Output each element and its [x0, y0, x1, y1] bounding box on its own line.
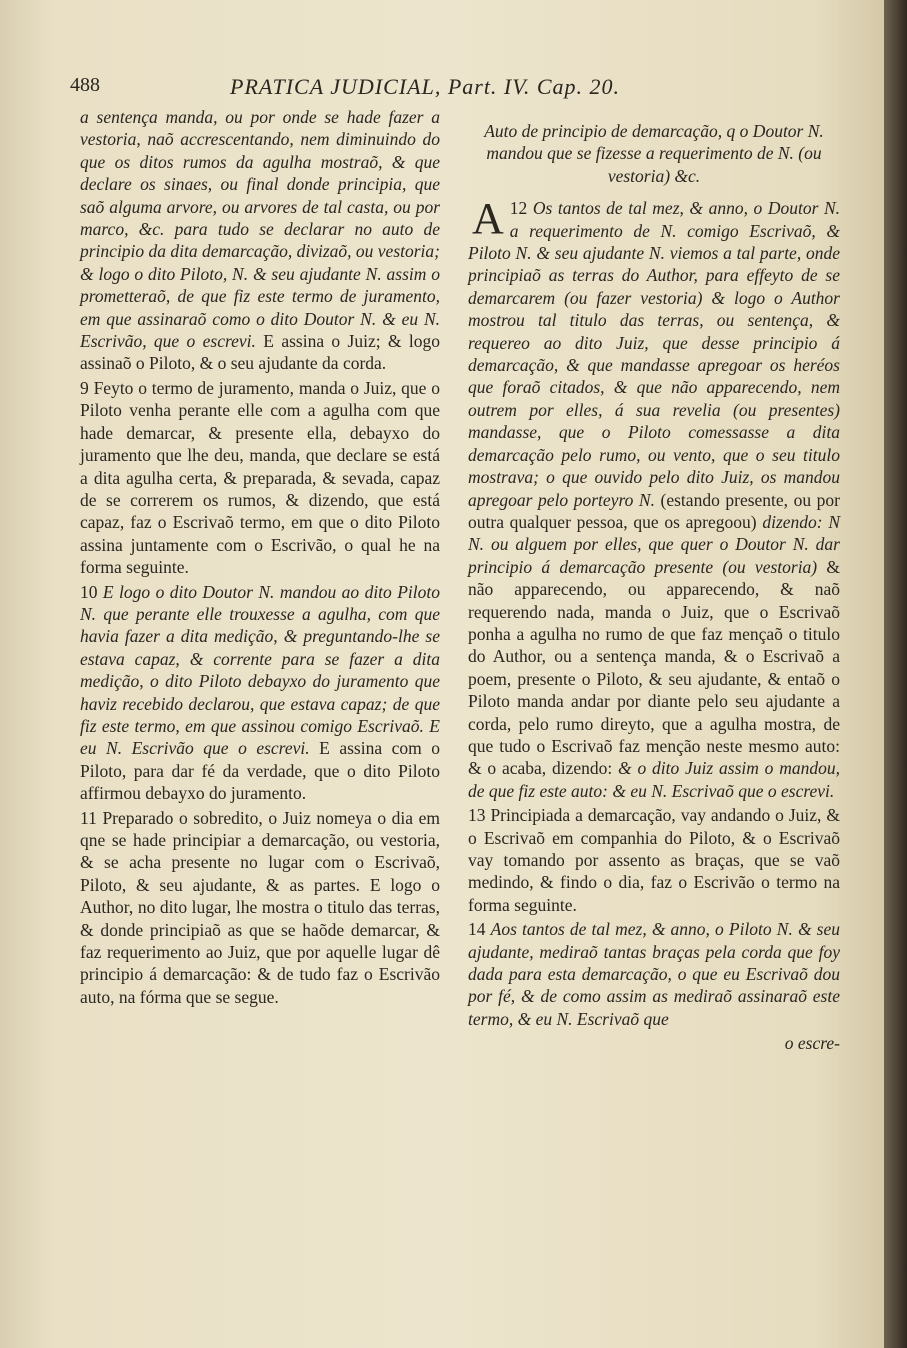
auto-note: (estando presente, ou por outra qualquer pessoa, que os apregoou) [468, 489, 840, 532]
auto-closing: & o dito Juiz assim o mandou, de que fiz este auto: & eu N. Escrivaõ que o escrevi. [468, 758, 840, 801]
right-column [468, 120, 840, 1057]
paragraph-text: & não apparecendo, ou apparecendo, & naõ requerendo nada, manda o Juiz, que o Escrivaõ ponha a agulha no rumo de que faz mençaõ o titulo do Author, ou a sentença manda, & o Escrivaõ a poem, presente o Piloto, & seu ajudante, & entaõ o Piloto manda andar por diante pelo seu ajudante a corda, pelo rumo direyto, que a agulha mostra, de que tudo o Escrivaõ faz menção neste mesmo auto: & o acaba, dizendo: [468, 556, 841, 779]
paragraph-text: Preparado o sobredito, o Juiz nomeya o dia em qne se hade principiar a demarcação, ou vestoria, & se acha presente no lugar com o Escrivaõ, Piloto, & seu ajudante, & as partes. E logo o Author, no dito lugar, lhe mostra o titulo das terras, & donde principiaõ as que se haõde demarcar, & faz requerimento ao Juiz, que por aquelle lugar dê principio á demarcação: & de tudo faz o Escrivão auto, na fórma que se segue. [80, 807, 441, 1007]
paragraph-number: 12 [509, 198, 528, 219]
drop-cap: A [472, 194, 504, 244]
paragraph-14 [468, 918, 840, 1030]
running-title: PRATICA JUDICIAL, Part. IV. Cap. 20. [230, 74, 621, 99]
auto-text: Os tantos de tal mez, & anno, o Doutor N. a requerimento de N. comigo Escrivaõ, & Piloto N. & seu ajudante N. viemos a tal parte, onde principiaõ as terras do Author, para effeyto de se demarcarem (ou fazer vestoria) & logo o Author mostrou tal titulo das terras, ou sentença, & requereo ao dito Juiz, que desse principio á demarcação, & que mandasse apregoar os heréos que foraõ citados, & que não apparecendo, nem outrem por elles, á sua revelia (ou presentes) mandasse, que o Piloto comessasse a dita demarcação pelo rumo, ou vento, que o seu titulo mostrava; o que ouvido pelo dito Juiz, os mandou apregoar pelo porteyro N. [468, 198, 840, 510]
paragraph-9 [80, 377, 440, 579]
measurement-term-text: Aos tantos de tal mez, & anno, o Piloto N. & seu ajudante, mediraõ tantas braças pela corda que foy dada para esta demarcação, o que eu Escrivaõ dou por fé, & de como assim as mediraõ assinaraõ este termo, & eu N. Escrivaõ que [468, 919, 841, 1029]
oath-term-text: a sentença manda, ou por onde se hade fazer a vestoria, naõ accrescentando, nem diminuindo do que os ditos rumos da agulha mostraõ, & que declare os sinaes, ou final donde principia, que saõ alguma arvore, ou arvores de tal casta, ou por marco, &c. para tudo se declarar no auto de principio da dita demarcação, divizaõ, ou vestoria; & logo o dito Piloto, N. & seu ajudante N. assim o prometteraõ, de que fiz este termo de juramento, em que assinaraõ como o dito Doutor N. & eu N. Escrivão, que o escrevi. [80, 107, 440, 352]
paragraph-11 [80, 807, 440, 1009]
paragraph-number: 14 [468, 919, 486, 940]
paragraph-text: Principiada a demarcação, vay andando o Juiz, & o Escrivaõ em companhia do Piloto, & o Escrivaõ vay tomando por assento as braças, que se vaõ medindo, & findo o dia, faz o Escrivão o termo na forma seguinte. [468, 805, 840, 915]
paragraph-number: 11 [80, 807, 97, 828]
paragraph-number: 13 [468, 805, 486, 826]
paragraph-number: 10 [80, 581, 98, 602]
section-heading: Auto de principio de demarcação, q o Doutor N. mandou que se fizesse a requerimento de N. (ou vestoria) &c. [484, 121, 824, 186]
paragraph-number: 9 [80, 377, 89, 398]
paragraph-continuation [80, 106, 440, 375]
left-column [80, 106, 440, 1010]
paragraph-13 [468, 804, 840, 916]
needle-term-text: E logo o dito Doutor N. mandou ao dito Piloto N. que perante elle trouxesse a agulha, com que havia fazer a dita medição, & preguntando-lhe se estava capaz, & corrente para se fazer a dita medição, o dito Piloto debayxo do juramento que haviz recebido declarou, que estava capaz; de que fiz este termo, em que assinou comigo Escrivaõ. E eu N. Escrivão que o escrevi. [80, 581, 440, 759]
oath-term-note: E assina o Juiz; & logo assinaõ o Piloto, & o seu ajudante da corda. [80, 331, 441, 374]
page-header [70, 74, 770, 104]
paragraph-text: E assina com o Piloto, para dar fé da verdade, que o dito Piloto affirmou debayxo do juramento. [80, 738, 441, 804]
page-edge [884, 0, 907, 1348]
paragraph-text: Feyto o termo de juramento, manda o Juiz, que o Piloto venha perante elle com a agulha com que hade demarcar, & presente ella, debayxo do juramento que lhe deu, manda, que declare se está a dita agulha certa, & preparada, & sevada, capaz de se correrem os rumos, & dizendo, que está capaz, faz o Escrivaõ termo, em que o dito Piloto assina juntamente com o Escrivão, o qual he na forma seguinte. [80, 377, 440, 578]
page-number: 488 [70, 74, 100, 96]
paragraph-10 [80, 581, 440, 805]
catchword: o escre- [784, 1033, 840, 1054]
auto-text: dizendo: N N. ou alguem por elles, que quer o Doutor N. dar principio á demarcação presente (ou vestoria) [468, 511, 841, 577]
paragraph-12 [468, 194, 841, 802]
